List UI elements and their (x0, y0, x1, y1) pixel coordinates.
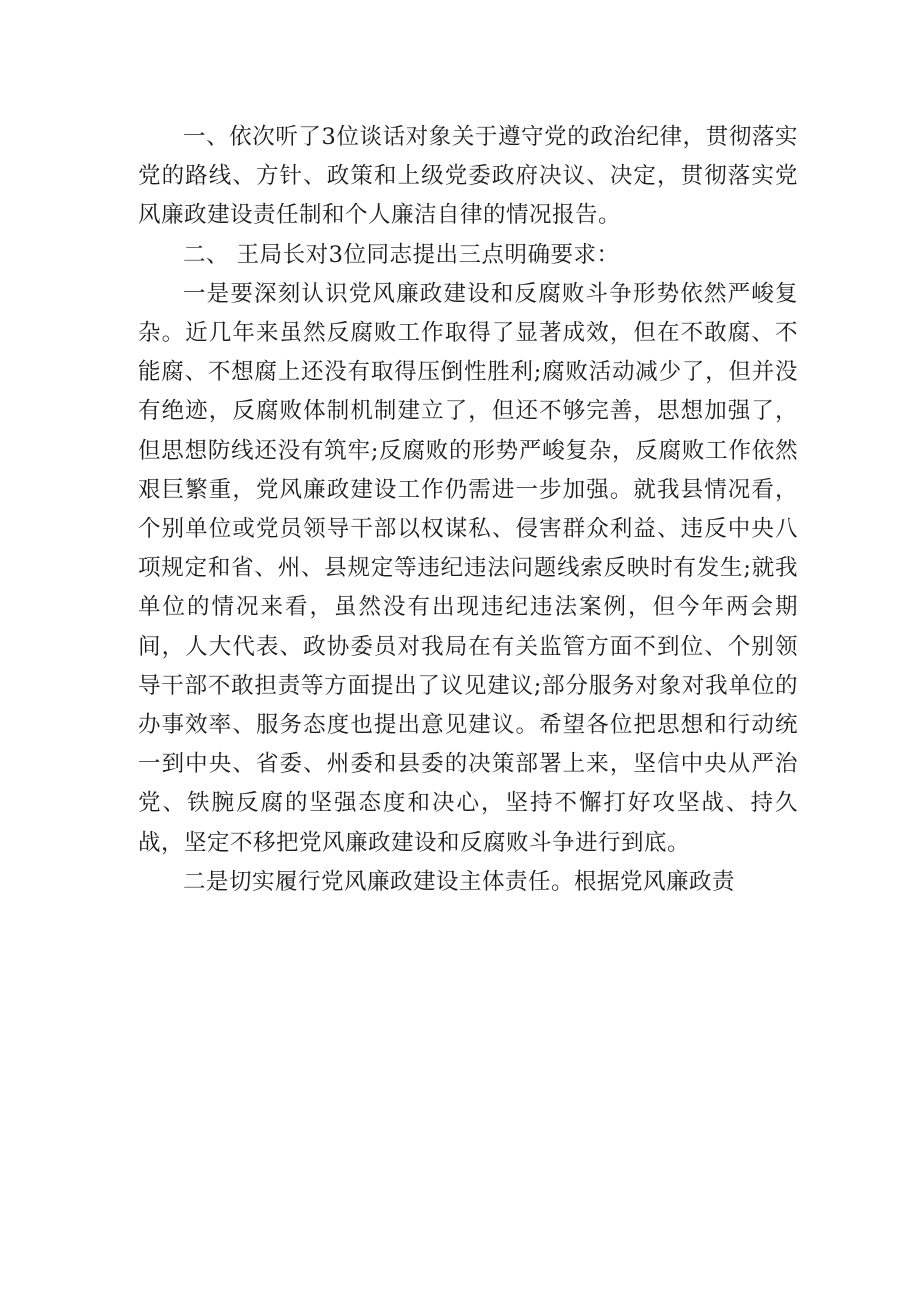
paragraph-3: 一是要深刻认识党风廉政建设和反腐败斗争形势依然严峻复杂。近几年来虽然反腐败工作取得了显著成效，但在不敢腐、不能腐、不想腐上还没有取得压倒性胜利;腐败活动减少了，但并没有绝迹，反腐败体制机制建立了，但还不够完善，思想加强了，但思想防线还没有筑牢;反腐败的形势严峻复杂，反腐败工作依然艰巨繁重，党风廉政建设工作仍需进一步加强。就我县情况看，个别单位或党员领导干部以权谋私、侵害群众利益、违反中央八项规定和省、州、县规定等违纪违法问题线索反映时有发生;就我单位的情况来看，虽然没有出现违纪违法案例，但今年两会期间，人大代表、政协委员对我局在有关监管方面不到位、个别领导干部不敢担责等方面提出了议见建议;部分服务对象对我单位的办事效率、服务态度也提出意见建议。希望各位把思想和行动统一到中央、省委、州委和县委的决策部署上来，坚信中央从严治党、铁腕反腐的坚强态度和决心，坚持不懈打好攻坚战、持久战，坚定不移把党风廉政建设和反腐败斗争进行到底。 (138, 280, 798, 856)
paragraph-2: 二、 王局长对3位同志提出三点明确要求： (183, 241, 620, 268)
paragraph-1: 一、依次听了3位谈话对象关于遵守党的政治纪律，贯彻落实党的路线、方针、政策和上级党委政府决议、决定，贯彻落实党风廉政建设责任制和个人廉洁自律的情况报告。 (138, 124, 798, 229)
document-body (138, 118, 798, 902)
paragraph-4: 二是切实履行党风廉政建设主体责任。根据党风廉政责 (183, 868, 736, 895)
